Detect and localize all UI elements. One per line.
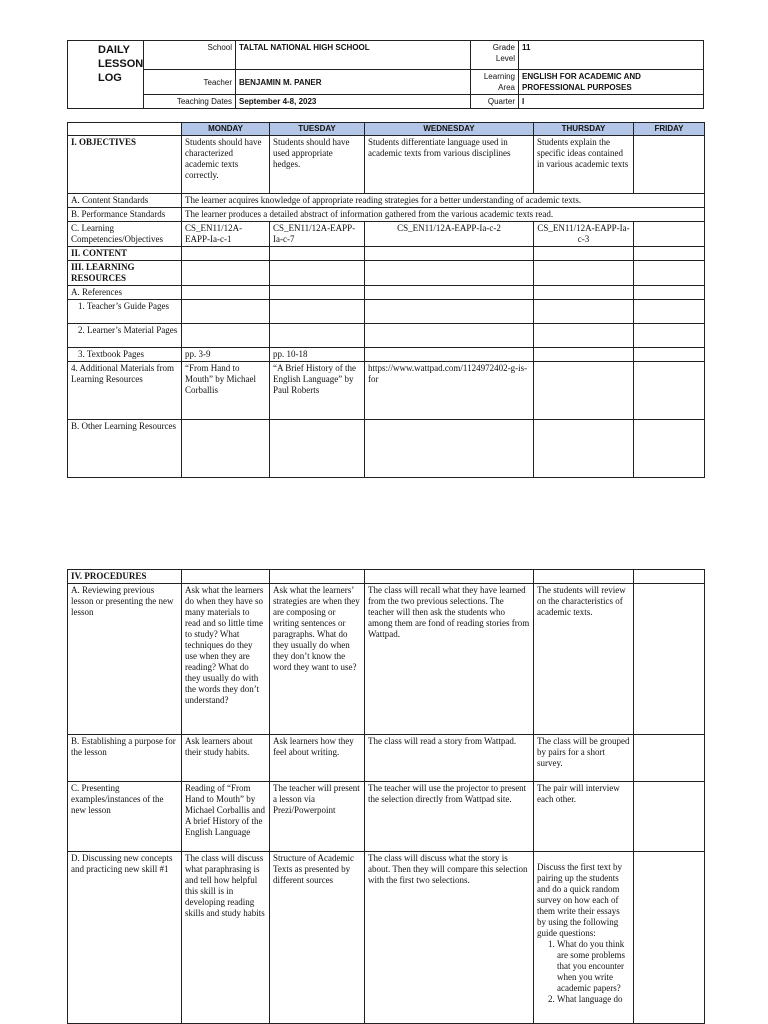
teaching-dates-value: September 4-8, 2023: [236, 95, 471, 109]
procedure-d-row: [68, 852, 705, 1024]
procedures-label: IV. PROCEDURES: [68, 570, 182, 584]
day-header-friday: FRIDAY: [634, 123, 705, 136]
objectives-friday: [634, 136, 705, 194]
day-header-monday: MONDAY: [182, 123, 270, 136]
procedure-a-row: [68, 584, 705, 735]
grade-label: Grade Level: [471, 41, 519, 70]
procedure-d-friday: [634, 852, 705, 1024]
learning-resources-row: [68, 261, 705, 286]
references-row: [68, 286, 705, 300]
procedure-a-thursday: The students will review on the characteristics of academic texts.: [534, 584, 634, 735]
competencies-friday: [634, 222, 705, 247]
guide-questions-list: [537, 939, 630, 1005]
guide-question-1: 1. What do you think are some problems that you encounter when you write academic papers?: [557, 939, 630, 994]
day-header-tuesday: TUESDAY: [270, 123, 365, 136]
procedures-header-row: [68, 570, 705, 584]
competencies-monday: CS_EN11/12A-EAPP-Ia-c-1: [182, 222, 270, 247]
content-standards-text: The learner acquires knowledge of appropriate reading strategies for a better understanding of academic texts.: [182, 194, 705, 208]
performance-standards-text: The learner produces a detailed abstract of information gathered from the various academic texts read.: [182, 208, 705, 222]
textbook-row: [68, 348, 705, 362]
procedure-a-wednesday: The class will recall what they have learned from the two previous selections. The teacher will then ask the students who among them are fond of reading stories from Wattpad.: [365, 584, 534, 735]
content-row: [68, 247, 705, 261]
grade-value: 11: [519, 41, 704, 70]
procedure-c-label: C. Presenting examples/instances of the new lesson: [68, 782, 182, 852]
competencies-wednesday: CS_EN11/12A-EAPP-Ia-c-2: [365, 222, 534, 247]
procedure-c-row: [68, 782, 705, 852]
procedure-b-monday: Ask learners about their study habits.: [182, 735, 270, 782]
procedure-b-friday: [634, 735, 705, 782]
content-label: II. CONTENT: [68, 247, 182, 261]
school-label: School: [144, 41, 236, 70]
competencies-tuesday: CS_EN11/12A-EAPP-Ia-c-7: [270, 222, 365, 247]
procedure-d-tuesday: Structure of Academic Texts as presented by different sources: [270, 852, 365, 1024]
competencies-row: [68, 222, 705, 247]
header-grid: [67, 40, 704, 109]
procedure-d-wednesday: The class will discuss what the story is about. Then they will compare this selection with the first two selections.: [365, 852, 534, 1024]
additional-materials-label: 4. Additional Materials from Learning Resources: [68, 362, 182, 420]
procedure-a-friday: [634, 584, 705, 735]
learners-material-row: [68, 324, 705, 348]
competencies-label: C. Learning Competencies/Objectives: [68, 222, 182, 247]
learning-area-value: ENGLISH FOR ACADEMIC AND PROFESSIONAL PURPOSES: [519, 70, 704, 95]
content-standards-label: A. Content Standards: [68, 194, 182, 208]
content-standards-row: [68, 194, 705, 208]
objectives-thursday: Students explain the specific ideas contained in various academic texts: [534, 136, 634, 194]
procedure-a-label: A. Reviewing previous lesson or presenting the new lesson: [68, 584, 182, 735]
procedure-d-label: D. Discussing new concepts and practicing new skill #1: [68, 852, 182, 1024]
teacher-value: BENJAMIN M. PANER: [236, 70, 471, 95]
textbook-tuesday: pp. 10-18: [270, 348, 365, 362]
objectives-label: I. OBJECTIVES: [68, 136, 182, 194]
performance-standards-row: [68, 208, 705, 222]
procedure-b-wednesday: The class will read a story from Wattpad.: [365, 735, 534, 782]
additional-materials-wednesday: https://www.wattpad.com/1124972402-g-is-for: [365, 362, 534, 420]
procedure-d-thursday: [534, 852, 634, 1024]
quarter-value: I: [519, 95, 704, 109]
performance-standards-label: B. Performance Standards: [68, 208, 182, 222]
textbook-monday: pp. 3-9: [182, 348, 270, 362]
objectives-row: [68, 136, 705, 194]
teachers-guide-label: 1. Teacher’s Guide Pages: [68, 300, 182, 324]
guide-question-2: 2. What language do: [557, 994, 630, 1005]
additional-materials-monday: “From Hand to Mouth” by Michael Corballis: [182, 362, 270, 420]
objectives-tuesday: Students should have used appropriate hedges.: [270, 136, 365, 194]
teacher-label: Teacher: [144, 70, 236, 95]
procedures-table: [67, 569, 705, 1024]
day-header-thursday: THURSDAY: [534, 123, 634, 136]
learning-resources-label: III. LEARNING RESOURCES: [68, 261, 182, 286]
day-header-blank: [68, 123, 182, 136]
procedure-b-row: [68, 735, 705, 782]
procedure-b-label: B. Establishing a purpose for the lesson: [68, 735, 182, 782]
learning-area-label: Learning Area: [471, 70, 519, 95]
textbook-label: 3. Textbook Pages: [68, 348, 182, 362]
additional-materials-row: [68, 362, 705, 420]
procedure-d-thursday-text: Discuss the first text by pairing up the students and do a quick random survey on how each of them write their essays by using the following guide questions:: [537, 862, 622, 938]
competencies-thursday: CS_EN11/12A-EAPP-Ia-c-3: [534, 222, 634, 247]
day-header-wednesday: WEDNESDAY: [365, 123, 534, 136]
objectives-wednesday: Students differentiate language used in academic texts from various disciplines: [365, 136, 534, 194]
teaching-dates-label: Teaching Dates: [144, 95, 236, 109]
procedure-c-thursday: The pair will interview each other.: [534, 782, 634, 852]
lesson-plan-table: [67, 122, 705, 478]
objectives-monday: Students should have characterized academic texts correctly.: [182, 136, 270, 194]
learners-material-label: 2. Learner’s Material Pages: [68, 324, 182, 348]
references-label: A. References: [68, 286, 182, 300]
procedure-c-friday: [634, 782, 705, 852]
quarter-label: Quarter: [471, 95, 519, 109]
additional-materials-tuesday: “A Brief History of the English Language” by Paul Roberts: [270, 362, 365, 420]
other-resources-label: B. Other Learning Resources: [68, 420, 182, 478]
procedure-d-monday: The class will discuss what paraphrasing is and tell how helpful this skill is in developing reading skills and study habits: [182, 852, 270, 1024]
other-resources-row: [68, 420, 705, 478]
procedure-a-tuesday: Ask what the learners’ strategies are when they are composing or writing sentences or paragraphs. What do they usually do when they don’t know the word they want to use?: [270, 584, 365, 735]
daily-lesson-log-title: DAILY LESSON LOG: [68, 41, 144, 109]
teachers-guide-row: [68, 300, 705, 324]
procedure-c-tuesday: The teacher will present a lesson via Prezi/Powerpoint: [270, 782, 365, 852]
procedure-b-tuesday: Ask learners how they feel about writing.: [270, 735, 365, 782]
school-value: TALTAL NATIONAL HIGH SCHOOL: [236, 41, 471, 70]
procedure-b-thursday: The class will be grouped by pairs for a short survey.: [534, 735, 634, 782]
procedure-c-monday: Reading of “From Hand to Mouth” by Michael Corballis and A brief History of the English Language: [182, 782, 270, 852]
procedure-c-wednesday: The teacher will use the projector to present the selection directly from Wattpad site.: [365, 782, 534, 852]
procedure-a-monday: Ask what the learners do when they have so many materials to read and so little time to study? What techniques do they use when they are reading? What do they usually do with the words they don’t understand?: [182, 584, 270, 735]
